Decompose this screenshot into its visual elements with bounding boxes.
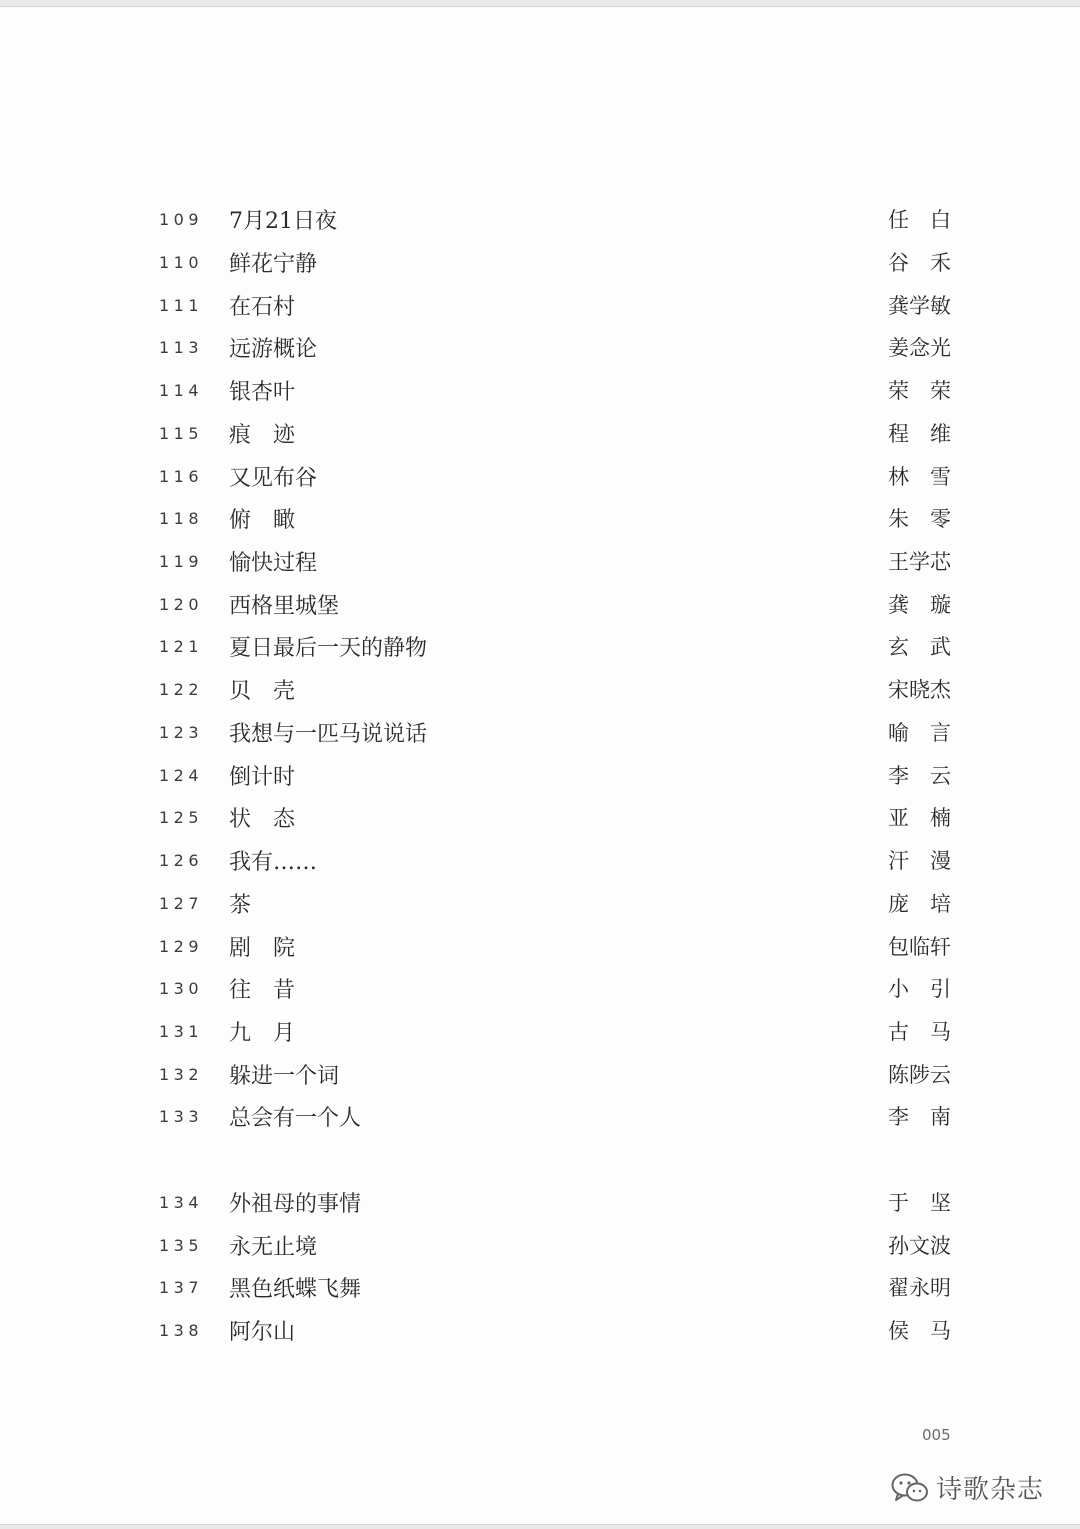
toc-row — [0, 290, 1080, 322]
watermark — [890, 1469, 1044, 1506]
toc-title: 剧 院 — [229, 936, 296, 961]
toc-row — [0, 717, 1080, 749]
toc-title: 总会有一个人 — [229, 1106, 362, 1131]
toc-row — [0, 589, 1080, 621]
toc-page-number: 138 — [159, 1321, 204, 1340]
toc-row — [0, 375, 1080, 407]
toc-author: 庞 培 — [888, 892, 951, 916]
watermark-text: 诗歌杂志 — [936, 1475, 1045, 1505]
toc-row — [0, 931, 1080, 963]
toc-page-number: 125 — [159, 808, 204, 827]
toc-title: 俯 瞰 — [229, 508, 296, 533]
toc-row — [0, 461, 1080, 493]
toc-title: 西格里城堡 — [229, 594, 340, 619]
toc-page-number: 118 — [159, 509, 204, 528]
toc-title: 银杏叶 — [229, 380, 296, 405]
toc-author: 陈陟云 — [888, 1063, 951, 1087]
toc-author: 喻 言 — [888, 721, 951, 745]
toc-author: 孙文波 — [888, 1234, 951, 1258]
toc-title: 7月21日夜 — [229, 209, 337, 234]
toc-title: 我有…… — [229, 850, 318, 875]
toc-title: 贝 壳 — [229, 679, 296, 704]
toc-title: 倒计时 — [229, 765, 296, 790]
toc-row — [0, 631, 1080, 663]
toc-title: 夏日最后一天的静物 — [229, 636, 428, 661]
toc-row — [0, 1187, 1080, 1219]
toc-row — [0, 760, 1080, 792]
toc-title: 又见布谷 — [229, 466, 318, 491]
toc-title: 躲进一个词 — [229, 1064, 340, 1089]
toc-row — [0, 1315, 1080, 1347]
toc-page-number: 131 — [159, 1022, 204, 1041]
toc-author: 小 引 — [888, 977, 951, 1001]
toc-author: 亚 楠 — [888, 806, 951, 830]
toc-page-number: 122 — [159, 680, 204, 699]
toc-title: 茶 — [229, 893, 252, 918]
toc-page-number: 132 — [159, 1065, 204, 1084]
toc-page-number: 111 — [159, 296, 204, 315]
toc-author: 玄 武 — [888, 635, 951, 659]
toc-title: 鲜花宁静 — [229, 252, 318, 277]
toc-page-number: 119 — [159, 552, 204, 571]
toc-title: 九 月 — [229, 1021, 296, 1046]
toc-author: 姜念光 — [888, 336, 951, 360]
toc-page-number: 124 — [159, 766, 204, 785]
toc-page-number: 134 — [159, 1193, 204, 1212]
toc-author: 程 维 — [888, 422, 951, 446]
toc-page-number: 114 — [159, 381, 204, 400]
toc-title: 我想与一匹马说说话 — [229, 722, 428, 747]
toc-author: 古 马 — [888, 1020, 951, 1044]
toc-title: 往 昔 — [229, 978, 296, 1003]
toc-page-number: 127 — [159, 894, 204, 913]
toc-title: 痕 迹 — [229, 423, 296, 448]
document-page — [0, 6, 1080, 1525]
toc-author: 谷 禾 — [888, 251, 951, 275]
toc-page-number: 113 — [159, 338, 204, 357]
toc-title: 远游概论 — [229, 337, 318, 362]
toc-author: 汗 漫 — [888, 849, 951, 873]
toc-page-number: 115 — [159, 424, 204, 443]
toc-author: 翟永明 — [888, 1276, 951, 1300]
toc-title: 外祖母的事情 — [229, 1192, 362, 1217]
toc-author: 于 坚 — [888, 1191, 951, 1215]
toc-row — [0, 802, 1080, 834]
toc-row — [0, 332, 1080, 364]
toc-row — [0, 1016, 1080, 1048]
wechat-icon — [890, 1471, 930, 1505]
toc-row — [0, 418, 1080, 450]
toc-row — [0, 888, 1080, 920]
toc-page-number: 126 — [159, 851, 204, 870]
toc-row — [0, 247, 1080, 279]
page-folio: 005 — [922, 1426, 951, 1444]
toc-row — [0, 503, 1080, 535]
toc-page-number: 110 — [159, 253, 204, 272]
toc-row — [0, 204, 1080, 236]
toc-row — [0, 546, 1080, 578]
toc-author: 侯 马 — [888, 1319, 951, 1343]
toc-title: 黑色纸蝶飞舞 — [229, 1277, 362, 1302]
toc-page-number: 133 — [159, 1107, 204, 1126]
toc-title: 永无止境 — [229, 1235, 318, 1260]
toc-row — [0, 1230, 1080, 1262]
toc-title: 状 态 — [229, 807, 296, 832]
toc-row — [0, 674, 1080, 706]
toc-author: 包临轩 — [888, 935, 951, 959]
toc-page-number: 123 — [159, 723, 204, 742]
toc-author: 宋晓杰 — [888, 678, 951, 702]
toc-title: 愉快过程 — [229, 551, 318, 576]
toc-page-number: 116 — [159, 467, 204, 486]
toc-author: 任 白 — [888, 208, 951, 232]
toc-author: 林 雪 — [888, 465, 951, 489]
toc-title: 阿尔山 — [229, 1320, 296, 1345]
toc-page-number: 121 — [159, 637, 204, 656]
toc-row — [0, 1059, 1080, 1091]
toc-title: 在石村 — [229, 295, 296, 320]
toc-author: 王学芯 — [888, 550, 951, 574]
toc-row — [0, 845, 1080, 877]
toc-author: 朱 零 — [888, 507, 951, 531]
toc-author: 李 云 — [888, 764, 951, 788]
toc-row — [0, 1272, 1080, 1304]
toc-page-number: 109 — [159, 210, 204, 229]
toc-row — [0, 973, 1080, 1005]
toc-author: 龚学敏 — [888, 294, 951, 318]
toc-page-number: 129 — [159, 937, 204, 956]
toc-page-number: 120 — [159, 595, 204, 614]
toc-row — [0, 1101, 1080, 1133]
toc-author: 荣 荣 — [888, 379, 951, 403]
toc-author: 李 南 — [888, 1105, 951, 1129]
toc-page-number: 137 — [159, 1278, 204, 1297]
toc-page-number: 130 — [159, 979, 204, 998]
toc-page-number: 135 — [159, 1236, 204, 1255]
toc-author: 龚 璇 — [888, 593, 951, 617]
